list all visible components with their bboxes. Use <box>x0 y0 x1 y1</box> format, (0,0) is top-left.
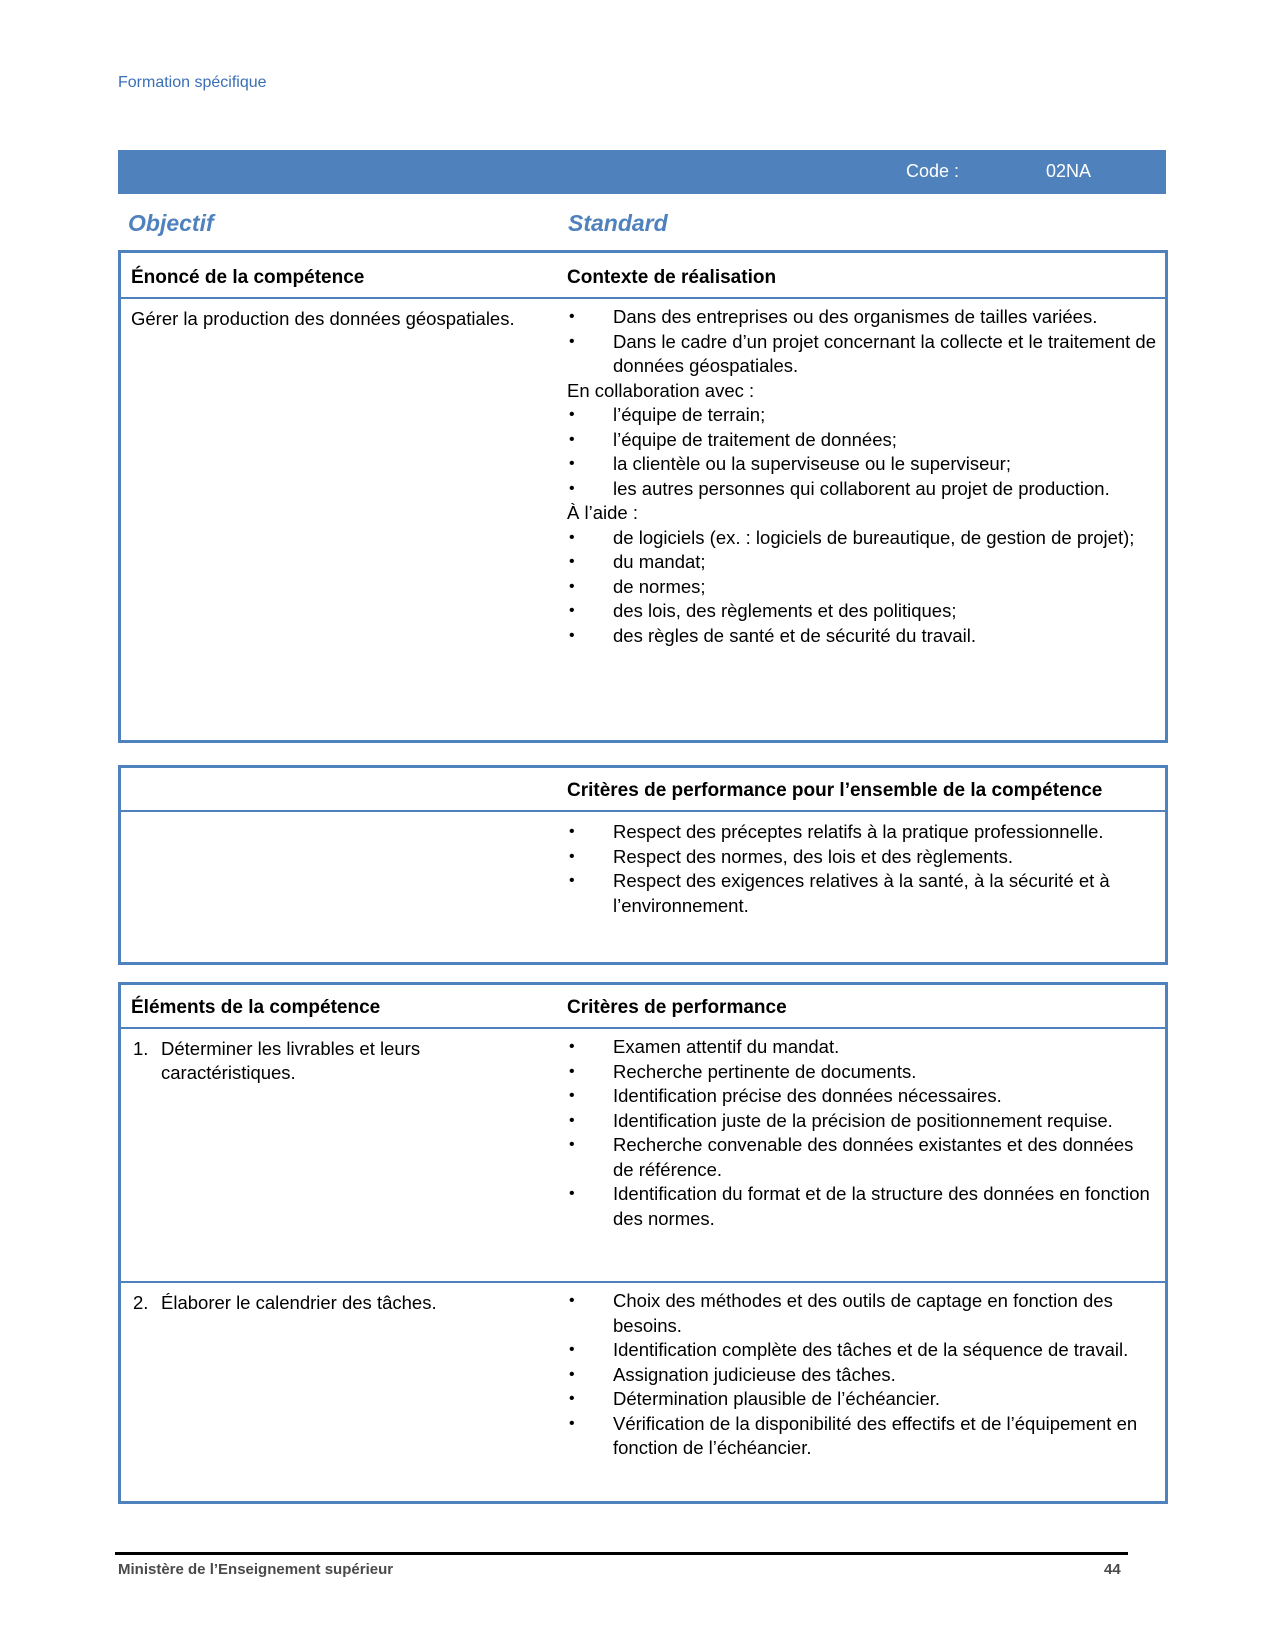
element-number: 1. <box>133 1038 149 1059</box>
code-bar <box>118 150 1166 194</box>
criteres-ensemble-list <box>567 820 1159 918</box>
footer-rule <box>115 1552 1128 1555</box>
list-item: • Assignation judicieuse des tâches. <box>567 1363 1159 1388</box>
list-label: À l’aide : <box>567 502 638 523</box>
list-item: • de normes; <box>567 575 1159 600</box>
criteres-ensemble-box <box>118 765 1168 965</box>
list-item: • l’équipe de traitement de données; <box>567 428 1159 453</box>
list-item: • des règles de santé et de sécurité du travail. <box>567 624 1159 649</box>
list-item: • Respect des exigences relatives à la santé, à la sécurité et à l’environnement. <box>567 869 1159 918</box>
list-item: • Identification juste de la précision de positionnement requise. <box>567 1109 1159 1134</box>
list-item: • Détermination plausible de l’échéancier. <box>567 1387 1159 1412</box>
list-item: • Recherche pertinente de documents. <box>567 1060 1159 1085</box>
element-1 <box>133 1037 553 1085</box>
contexte-heading: Contexte de réalisation <box>567 267 777 288</box>
contexte-list <box>567 305 1159 648</box>
list-item: • Respect des normes, des lois et des règlements. <box>567 845 1159 870</box>
list-item: • du mandat; <box>567 550 1159 575</box>
list-item: • Identification du format et de la structure des données en fonction des normes. <box>567 1182 1159 1231</box>
enonce-heading: Énoncé de la compétence <box>131 267 365 288</box>
header-divider <box>121 810 1165 812</box>
list-label: En collaboration avec : <box>567 379 755 401</box>
criteres-list-2 <box>567 1289 1159 1461</box>
code-value: 02NA <box>1046 161 1092 181</box>
element-text: Déterminer les livrables et leurs caractéristiques. <box>161 1038 421 1083</box>
list-item: • Identification précise des données nécessaires. <box>567 1084 1159 1109</box>
footer-ministry: Ministère de l’Enseignement supérieur <box>118 1561 394 1578</box>
element-text: Élaborer le calendrier des tâches. <box>161 1292 437 1313</box>
page-number: 44 <box>1104 1561 1121 1578</box>
row-divider <box>121 1281 1165 1283</box>
elements-heading: Éléments de la compétence <box>131 997 381 1018</box>
list-item: • Identification complète des tâches et de la séquence de travail. <box>567 1338 1159 1363</box>
criteres-list-1 <box>567 1035 1159 1231</box>
list-item: • Recherche convenable des données existantes et des données de référence. <box>567 1133 1159 1182</box>
objectif-title: Objectif <box>128 210 214 236</box>
element-2 <box>133 1291 553 1315</box>
program-header: Formation spécifique <box>118 74 267 91</box>
list-item: • Vérification de la disponibilité des effectifs et de l’équipement en fonction de l’échéancier. <box>567 1412 1159 1461</box>
list-item: • Choix des méthodes et des outils de captage en fonction des besoins. <box>567 1289 1159 1338</box>
enonce-text: Gérer la production des données géospatiales. <box>131 308 515 329</box>
list-item: • de logiciels (ex. : logiciels de bureautique, de gestion de projet); <box>567 526 1159 551</box>
criteres-heading: Critères de performance <box>567 997 787 1018</box>
list-item: • Respect des préceptes relatifs à la pratique professionnelle. <box>567 820 1159 845</box>
list-item: • l’équipe de terrain; <box>567 403 1159 428</box>
header-divider <box>121 297 1165 299</box>
list-item: • Dans des entreprises ou des organismes de tailles variées. <box>567 305 1159 330</box>
element-number: 2. <box>133 1292 149 1313</box>
list-item: • les autres personnes qui collaborent au projet de production. <box>567 477 1159 502</box>
elements-box <box>118 982 1168 1504</box>
list-item: • la clientèle ou la superviseuse ou le superviseur; <box>567 452 1159 477</box>
list-item: • des lois, des règlements et des politiques; <box>567 599 1159 624</box>
standard-title: Standard <box>568 210 668 236</box>
header-divider <box>121 1027 1165 1029</box>
list-item: • Dans le cadre d’un projet concernant la collecte et le traitement de données géospatiales. <box>567 330 1159 379</box>
competence-box <box>118 250 1168 743</box>
criteres-ensemble-heading: Critères de performance pour l’ensemble de la compétence <box>567 780 1103 801</box>
list-item: • Examen attentif du mandat. <box>567 1035 1159 1060</box>
code-label: Code : <box>906 161 960 181</box>
